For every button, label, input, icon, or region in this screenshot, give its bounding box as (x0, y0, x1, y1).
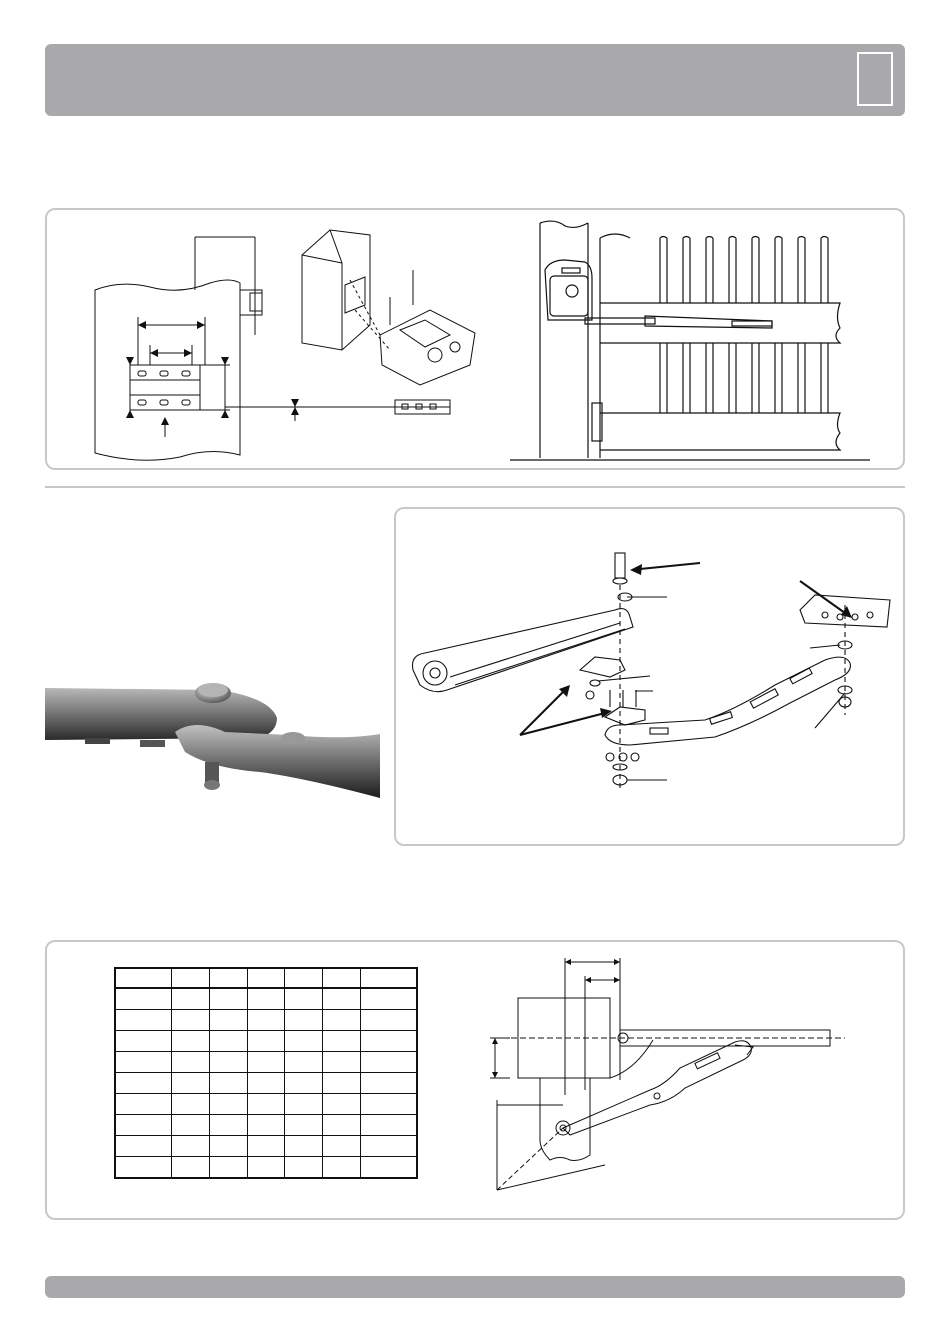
installation-dimensions-figure (485, 950, 845, 1205)
table-cell (172, 1052, 210, 1073)
table-cell (115, 1052, 172, 1073)
table-cell (323, 1157, 361, 1179)
arm-assembly-figure (405, 545, 895, 805)
table-header-cell (285, 968, 323, 988)
table-header-cell (247, 968, 285, 988)
wall-fixing-figure (80, 225, 500, 465)
table-cell (285, 1136, 323, 1157)
table-header-cell (172, 968, 210, 988)
table-cell (360, 1157, 417, 1179)
table-cell (323, 1010, 361, 1031)
table-cell (247, 1073, 285, 1094)
gate-crossbar-top (600, 303, 840, 343)
gate-frame (600, 234, 630, 458)
table-cell (247, 1157, 285, 1179)
table-cell (285, 1115, 323, 1136)
curved-arm-top-view (563, 1041, 751, 1135)
table-cell (247, 1115, 285, 1136)
dimension-table (114, 967, 418, 1179)
table-cell (172, 1010, 210, 1031)
table-cell (115, 1157, 172, 1179)
table-row (115, 1031, 417, 1052)
table-cell (247, 1052, 285, 1073)
table-cell (209, 1073, 247, 1094)
table-cell (360, 1136, 417, 1157)
table-cell (360, 988, 417, 1010)
pin-bolt (615, 553, 625, 578)
section-divider (45, 486, 905, 488)
table-row (115, 1073, 417, 1094)
table-cell (360, 1094, 417, 1115)
table-cell (323, 1136, 361, 1157)
table-row (115, 988, 417, 1010)
table-cell (360, 1073, 417, 1094)
table-cell (172, 1094, 210, 1115)
table-cell (209, 1115, 247, 1136)
table-cell (115, 1136, 172, 1157)
table-row (115, 1115, 417, 1136)
table-cell (115, 1094, 172, 1115)
table-cell (209, 1010, 247, 1031)
table-cell (323, 1094, 361, 1115)
plate-lower (605, 707, 645, 725)
table-cell (285, 1157, 323, 1179)
table-cell (172, 1157, 210, 1179)
table-cell (172, 988, 210, 1010)
table-cell (209, 1052, 247, 1073)
table-header-cell (209, 968, 247, 988)
operator-motor (545, 260, 592, 320)
table-cell (285, 1073, 323, 1094)
table-cell (323, 1052, 361, 1073)
table-cell (323, 1031, 361, 1052)
curved-arm (605, 657, 850, 745)
table-cell (172, 1136, 210, 1157)
table-cell (247, 988, 285, 1010)
table-cell (285, 988, 323, 1010)
table-cell (209, 1157, 247, 1179)
table-cell (247, 1010, 285, 1031)
table-header-cell (360, 968, 417, 988)
gate-pickets (660, 237, 828, 414)
page-header-bar (45, 44, 905, 116)
table-row (115, 1052, 417, 1073)
table-cell (115, 1031, 172, 1052)
plate-upper (580, 657, 625, 677)
table-cell (285, 1010, 323, 1031)
page-number-tab (857, 52, 893, 106)
table-cell (209, 988, 247, 1010)
table-header-cell (115, 968, 172, 988)
table-cell (285, 1094, 323, 1115)
gate-crossbar-bottom (600, 413, 840, 450)
table-cell (172, 1115, 210, 1136)
gate-overview-figure (510, 218, 870, 463)
table-header-row (115, 968, 417, 988)
page-footer-bar (45, 1276, 905, 1298)
table-cell (115, 1115, 172, 1136)
table-cell (323, 1073, 361, 1094)
table-cell (115, 988, 172, 1010)
gate-pillar (540, 221, 588, 458)
table-cell (360, 1052, 417, 1073)
table-cell (209, 1031, 247, 1052)
table-cell (285, 1052, 323, 1073)
table-cell (209, 1136, 247, 1157)
table-cell (360, 1010, 417, 1031)
pillar-block-3d (302, 230, 370, 350)
table-row (115, 1136, 417, 1157)
table-cell (285, 1031, 323, 1052)
table-cell (323, 1115, 361, 1136)
table-cell (172, 1073, 210, 1094)
arm-photo (45, 660, 380, 800)
table-cell (172, 1031, 210, 1052)
table-header-cell (323, 968, 361, 988)
table-row (115, 1094, 417, 1115)
table-cell (115, 1010, 172, 1031)
table-row (115, 1010, 417, 1031)
table-cell (247, 1094, 285, 1115)
table-cell (209, 1094, 247, 1115)
pillar-outline (95, 280, 240, 460)
table-cell (360, 1115, 417, 1136)
table-row (115, 1157, 417, 1179)
table-cell (247, 1031, 285, 1052)
table-cell (115, 1073, 172, 1094)
table-cell (247, 1136, 285, 1157)
table-cell (360, 1031, 417, 1052)
table-cell (323, 988, 361, 1010)
